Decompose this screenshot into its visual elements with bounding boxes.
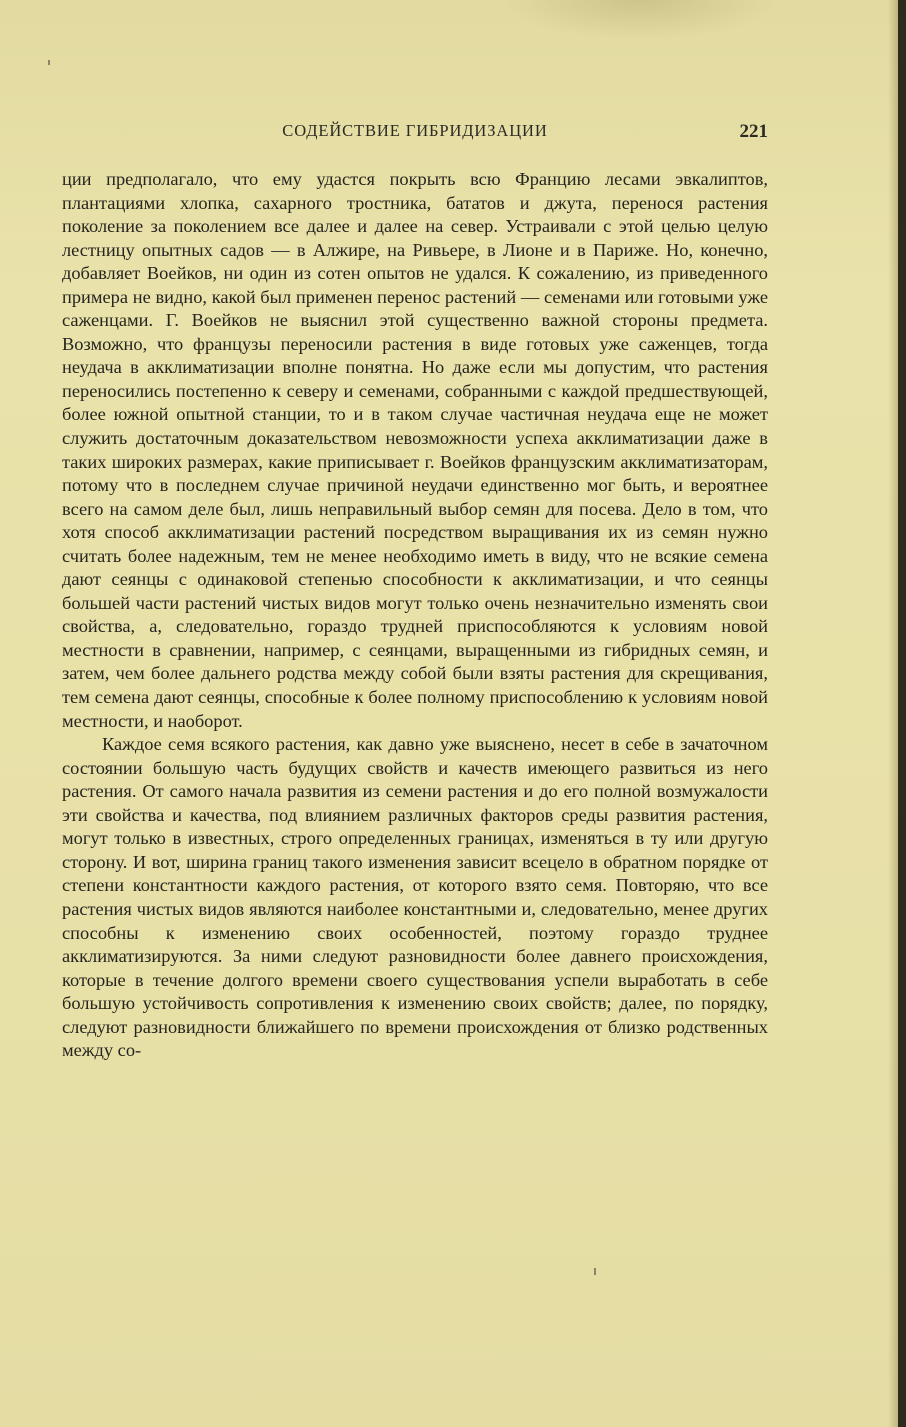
scan-shadow-top [500, 0, 780, 40]
paragraph: Каждое семя всякого растения, как давно уже выяснено, несет в себе в зачаточном состоянии большую часть будущих свойств и качеств имеющего развиться из него растения. От самого начала развития из семени растения и до его полной возмужалости эти свойства и качества, под влиянием различных факторов среды развития растения, могут только в известных, строго определенных границах, изменяться в ту или другую сторону. И вот, ширина границ такого изменения зависит всецело в обратном порядке от степени константности каждого растения, от которого взято семя. Повторяю, что все растения чистых видов являются наиболее константными и, следовательно, менее других способны к изменению своих особенностей, поэтому гораздо труднее акклиматизируются. За ними следуют разновидности более давнего происхождения, которые в течение долгого времени своего существования успели выработать в себе большую устойчивость сопротивления к изменению своих свойств; далее, по порядку, следуют разновидности ближайшего по времени происхождения от близко родственных между со- [62, 734, 768, 1061]
running-title: СОДЕЙСТВИЕ ГИБРИДИЗАЦИИ [282, 121, 548, 140]
scan-speck [594, 1268, 596, 1275]
page-header [62, 121, 768, 147]
body-text [62, 168, 768, 1063]
paragraph-continuation: ции предполагало, что ему удастся покрыть всю Францию лесами эвкалиптов, плантациями хлопка, сахарного тростника, бататов и джута, перенося растения поколение за поколением все далее и далее на север. Устраивали с этой целью целую лестницу опытных садов — в Алжире, на Ривьере, в Лионе и в Париже. Но, конечно, добавляет Воейков, ни один из сотен опытов не удался. К сожалению, из приведенного примера не видно, какой был применен перенос растений — семенами или готовыми уже саженцами. Г. Воейков не выяснил этой существенно важной стороны предмета. Возможно, что французы переносили растения в виде готовых уже саженцев, тогда неудача в акклиматизации вполне понятна. Но даже если мы допустим, что растения переносились постепенно к северу и семенами, собранными с каждой предшествующей, более южной опытной станции, то и в таком случае частичная неудача еще не может служить достаточным доказательством невозможности успеха акклиматизации даже в таких широких размерах, какие приписывает г. Воейков французским акклиматизаторам, потому что в последнем случае причиной неудачи единственно мог быть, и вероятнее всего на самом деле был, лишь неправильный выбор семян для посева. Дело в том, что хотя способ акклиматизации растений посредством выращивания их из семян нужно считать более надежным, тем не менее необходимо иметь в виду, что не всякие семена дают сеянцы с одинаковой степенью способности к акклиматизации, и что сеянцы большей части растений чистых видов могут только очень незначительно изменять свои свойства, а, следовательно, гораздо трудней приспособляются к условиям новой местности в сравнении, например, с сеянцами, выращенными из гибридных семян, и затем, чем более дальнего родства между собой были взяты растения для скрещивания, тем семена дают сеянцы, способные к более полному приспособлению к условиям новой местности, и наоборот. [62, 169, 768, 731]
page-edge [898, 0, 906, 1427]
page-edge-shadow [888, 0, 898, 1427]
page-number: 221 [739, 121, 768, 142]
scan-speck [48, 60, 50, 65]
